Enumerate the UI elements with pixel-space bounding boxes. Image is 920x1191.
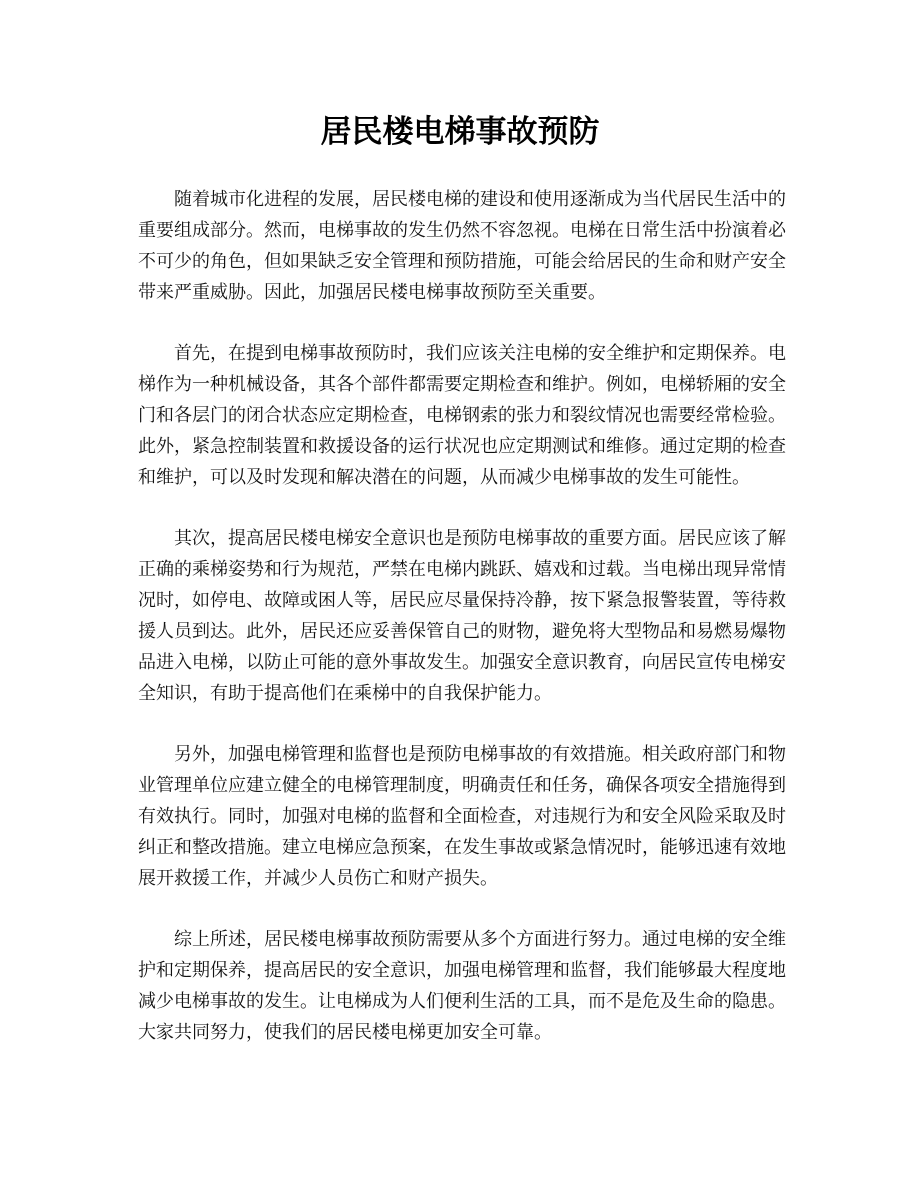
paragraph-conclusion: 综上所述，居民楼电梯事故预防需要从多个方面进行努力。通过电梯的安全维护和定期保养，提高居民的安全意识，加强电梯管理和监督，我们能够最大程度地减少电梯事故的发生。让电梯成为人们便利生活的工具，而不是危及生命的隐患。大家共同努力，使我们的居民楼电梯更加安全可靠。 [138, 929, 786, 1043]
paragraph-maintenance: 首先，在提到电梯事故预防时，我们应该关注电梯的安全维护和定期保养。电梯作为一种机械设备，其各个部件都需要定期检查和维护。例如，电梯轿厢的安全门和各层门的闭合状态应定期检查，电梯钢索的张力和裂纹情况也需要经常检验。此外，紧急控制装置和救援设备的运行状况也应定期测试和维修。通过定期的检查和维护，可以及时发现和解决潜在的问题，从而减少电梯事故的发生可能性。 [138, 343, 786, 488]
paragraph-management: 另外，加强电梯管理和监督也是预防电梯事故的有效措施。相关政府部门和物业管理单位应建立健全的电梯管理制度，明确责任和任务，确保各项安全措施得到有效执行。同时，加强对电梯的监督和全面检查，对违规行为和安全风险采取及时纠正和整改措施。建立电梯应急预案，在发生事故或紧急情况时，能够迅速有效地展开救援工作，并减少人员伤亡和财产损失。 [138, 744, 786, 889]
paragraph-intro: 随着城市化进程的发展，居民楼电梯的建设和使用逐渐成为当代居民生活中的重要组成部分。然而，电梯事故的发生仍然不容忽视。电梯在日常生活中扮演着必不可少的角色，但如果缺乏安全管理和预防措施，可能会给居民的生命和财产安全带来严重威胁。因此，加强居民楼电梯事故预防至关重要。 [138, 189, 786, 303]
paragraph-awareness: 其次，提高居民楼电梯安全意识也是预防电梯事故的重要方面。居民应该了解正确的乘梯姿势和行为规范，严禁在电梯内跳跃、嬉戏和过载。当电梯出现异常情况时，如停电、故障或困人等，居民应尽量保持冷静，按下紧急报警装置，等待救援人员到达。此外，居民还应妥善保管自己的财物，避免将大型物品和易燃易爆物品进入电梯，以防止可能的意外事故发生。加强安全意识教育，向居民宣传电梯安全知识，有助于提高他们在乘梯中的自我保护能力。 [138, 528, 786, 704]
document-title: 居民楼电梯事故预防 [320, 114, 600, 150]
document-body [138, 184, 786, 1078]
